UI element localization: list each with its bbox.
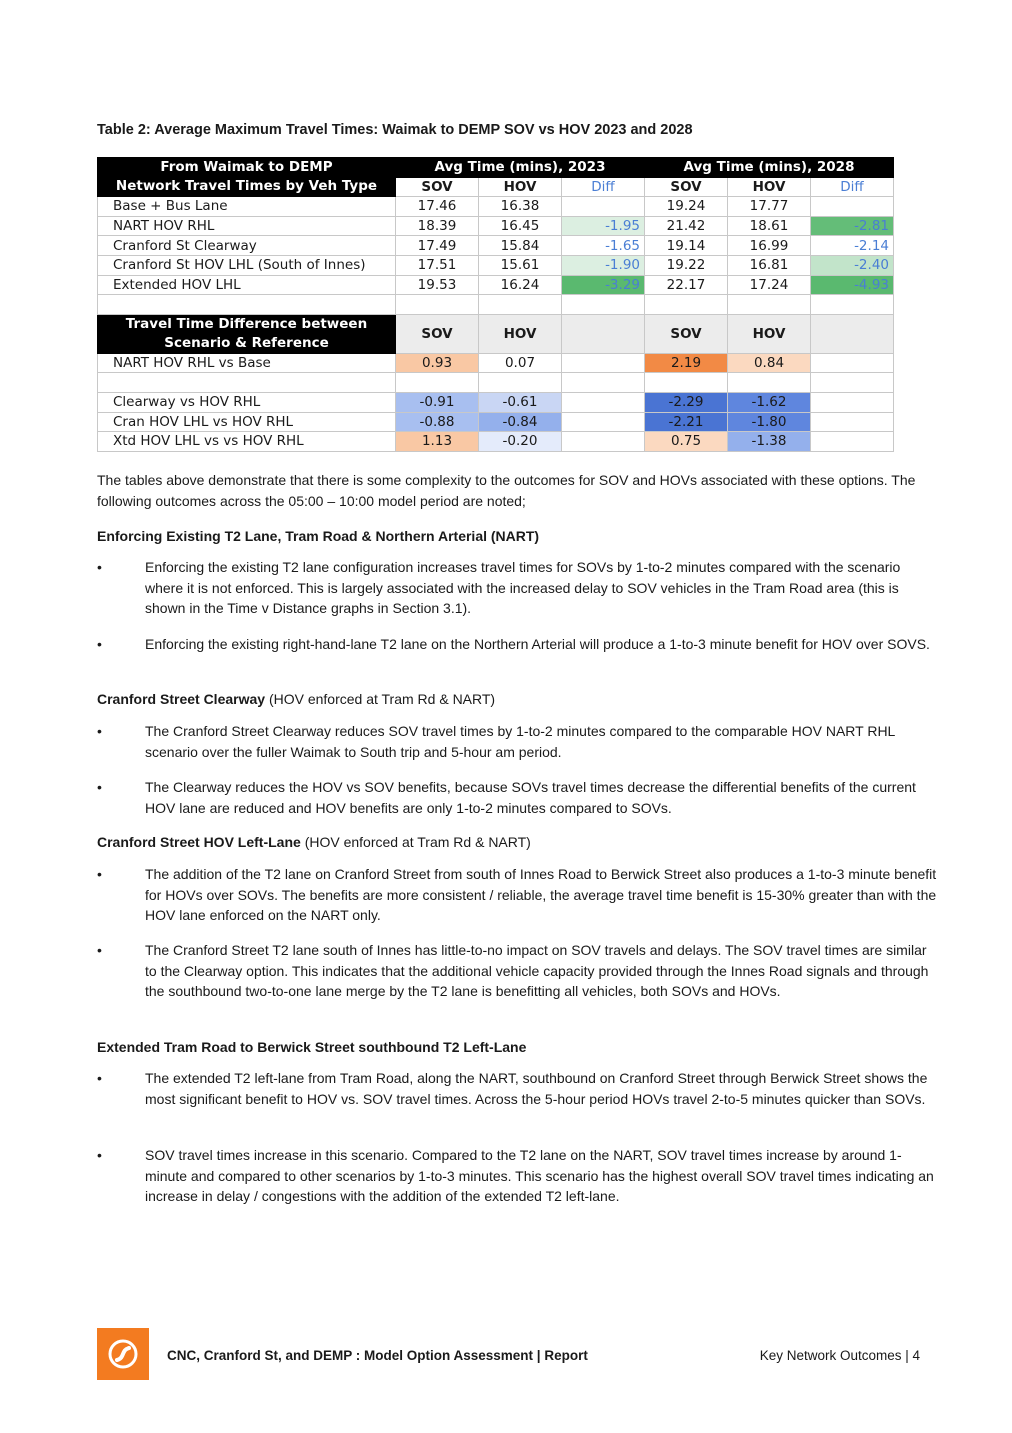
period-2023-header: Avg Time (mins), 2023: [396, 158, 645, 178]
section-heading: Cranford Street HOV Left-Lane (HOV enforced at Tram Rd & NART): [97, 834, 531, 850]
list-item: • Enforcing the existing right-hand-lane T2 lane on the Northern Arterial will produce a 1-to-3 minute benefit for HOV over SOVS.: [97, 636, 930, 652]
diff-section-header: Travel Time Difference between Scenario & Reference: [98, 314, 396, 353]
travel-times-table: [97, 157, 894, 452]
list-item: • The addition of the T2 lane on Cranford Street from south of Innes Road to Berwick Street also produces a 1-to-3 minute benefit for HOVs over SOVs. The benefits are more consistent / reliable, the average travel time benefit is 15-30% greater than with the HOV lane enforced on the NART only.: [97, 866, 937, 924]
table-row: Cranford St HOV LHL (South of Innes) 17.51 15.61 -1.90 19.22 16.81 -2.40: [98, 255, 894, 275]
col-hov: HOV: [728, 314, 811, 353]
col-sov: SOV: [396, 177, 479, 197]
footer-title: CNC, Cranford St, and DEMP : Model Option Assessment | Report: [167, 1348, 588, 1363]
col-hov: HOV: [728, 177, 811, 197]
section-heading: Enforcing Existing T2 Lane, Tram Road & Northern Arterial (NART): [97, 528, 540, 544]
table-row: Extended HOV LHL 19.53 16.24 -3.29 22.17 17.24 -4.93: [98, 275, 894, 295]
col-diff: Diff: [811, 177, 894, 197]
table-row: Cranford St Clearway 17.49 15.84 -1.65 19.14 16.99 -2.14: [98, 236, 894, 256]
table-row: Cran HOV LHL vs HOV RHL -0.88 -0.84 -2.21 -1.80: [98, 412, 894, 432]
table-row: Clearway vs HOV RHL -0.91 -0.61 -2.29 -1.62: [98, 392, 894, 412]
table-caption: Table 2: Average Maximum Travel Times: Waimak to DEMP SOV vs HOV 2023 and 2028: [97, 122, 693, 138]
intro-paragraph: The tables above demonstrate that there is some complexity to the outcomes for SOV and HOVs associated with these options. The following outcomes across the 05:00 – 10:00 model period are noted;: [97, 472, 916, 509]
list-item: • The Cranford Street Clearway reduces SOV travel times by 1-to-2 minutes compared to the comparable HOV NART RHL scenario over the fuller Waimak to South trip and 5-hour am period.: [97, 723, 895, 760]
section-heading: Extended Tram Road to Berwick Street southbound T2 Left-Lane: [97, 1039, 527, 1055]
footer-page: Key Network Outcomes | 4: [759, 1348, 920, 1363]
col-hov: HOV: [479, 314, 562, 353]
list-item: • The Cranford Street T2 lane south of Innes has little-to-no impact on SOV travels and delays. The SOV travel times are similar to the Clearway option. This indicates that the additional vehicle capacity provided through the Innes Road signals and through the southbound two-to-one lane merge by the T2 lane is benefitting all vehicles, both SOVs and HOVs.: [97, 942, 929, 1000]
col-hov: HOV: [479, 177, 562, 197]
list-item: • The extended T2 left-lane from Tram Road, along the NART, southbound on Cranford Street through Berwick Street shows the most significant benefit to HOV vs. SOV travel times. Across the 5-hour period HOVs travel 2-to-5 minutes quicker than SOVs.: [97, 1070, 928, 1107]
list-item: • The Clearway reduces the HOV vs SOV benefits, because SOVs travel times decrease the differential benefits of the current HOV lane are reduced and HOV benefits are only 1-to-2 minutes compared to SOVs.: [97, 779, 916, 816]
table-row: NART HOV RHL vs Base 0.93 0.07 2.19 0.84: [98, 353, 894, 373]
list-item: • SOV travel times increase in this scenario. Compared to the T2 lane on the NART, SOV travel times increase by around 1-minute and compared to other scenarios by 1-to-3 minutes. This scenario has the highest overall SOV travel times indicating an increase in delay / congestions with the addition of the extended T2 left-lane.: [97, 1147, 934, 1205]
company-logo-icon: [97, 1328, 149, 1380]
table-row: Base + Bus Lane 17.46 16.38 19.24 17.77: [98, 197, 894, 217]
table-row: NART HOV RHL 18.39 16.45 -1.95 21.42 18.61 -2.81: [98, 216, 894, 236]
list-item: • Enforcing the existing T2 lane configuration increases travel times for SOVs by 1-to-2 minutes compared with the scenario where it is not enforced. This is largely associated with the increased delay to SOV vehicles in the Tram Road area (this is shown in the Time v Distance graphs in Section 3.1).: [97, 559, 901, 617]
table-row: Xtd HOV LHL vs vs HOV RHL 1.13 -0.20 0.75 -1.38: [98, 432, 894, 452]
period-2028-header: Avg Time (mins), 2028: [645, 158, 894, 178]
col-diff: Diff: [562, 177, 645, 197]
col-sov: SOV: [645, 314, 728, 353]
col-sov: SOV: [396, 314, 479, 353]
col-sov: SOV: [645, 177, 728, 197]
table-header-title: From Waimak to DEMP Network Travel Times by Veh Type: [98, 158, 396, 197]
section-heading: Cranford Street Clearway (HOV enforced at Tram Rd & NART): [97, 691, 496, 707]
